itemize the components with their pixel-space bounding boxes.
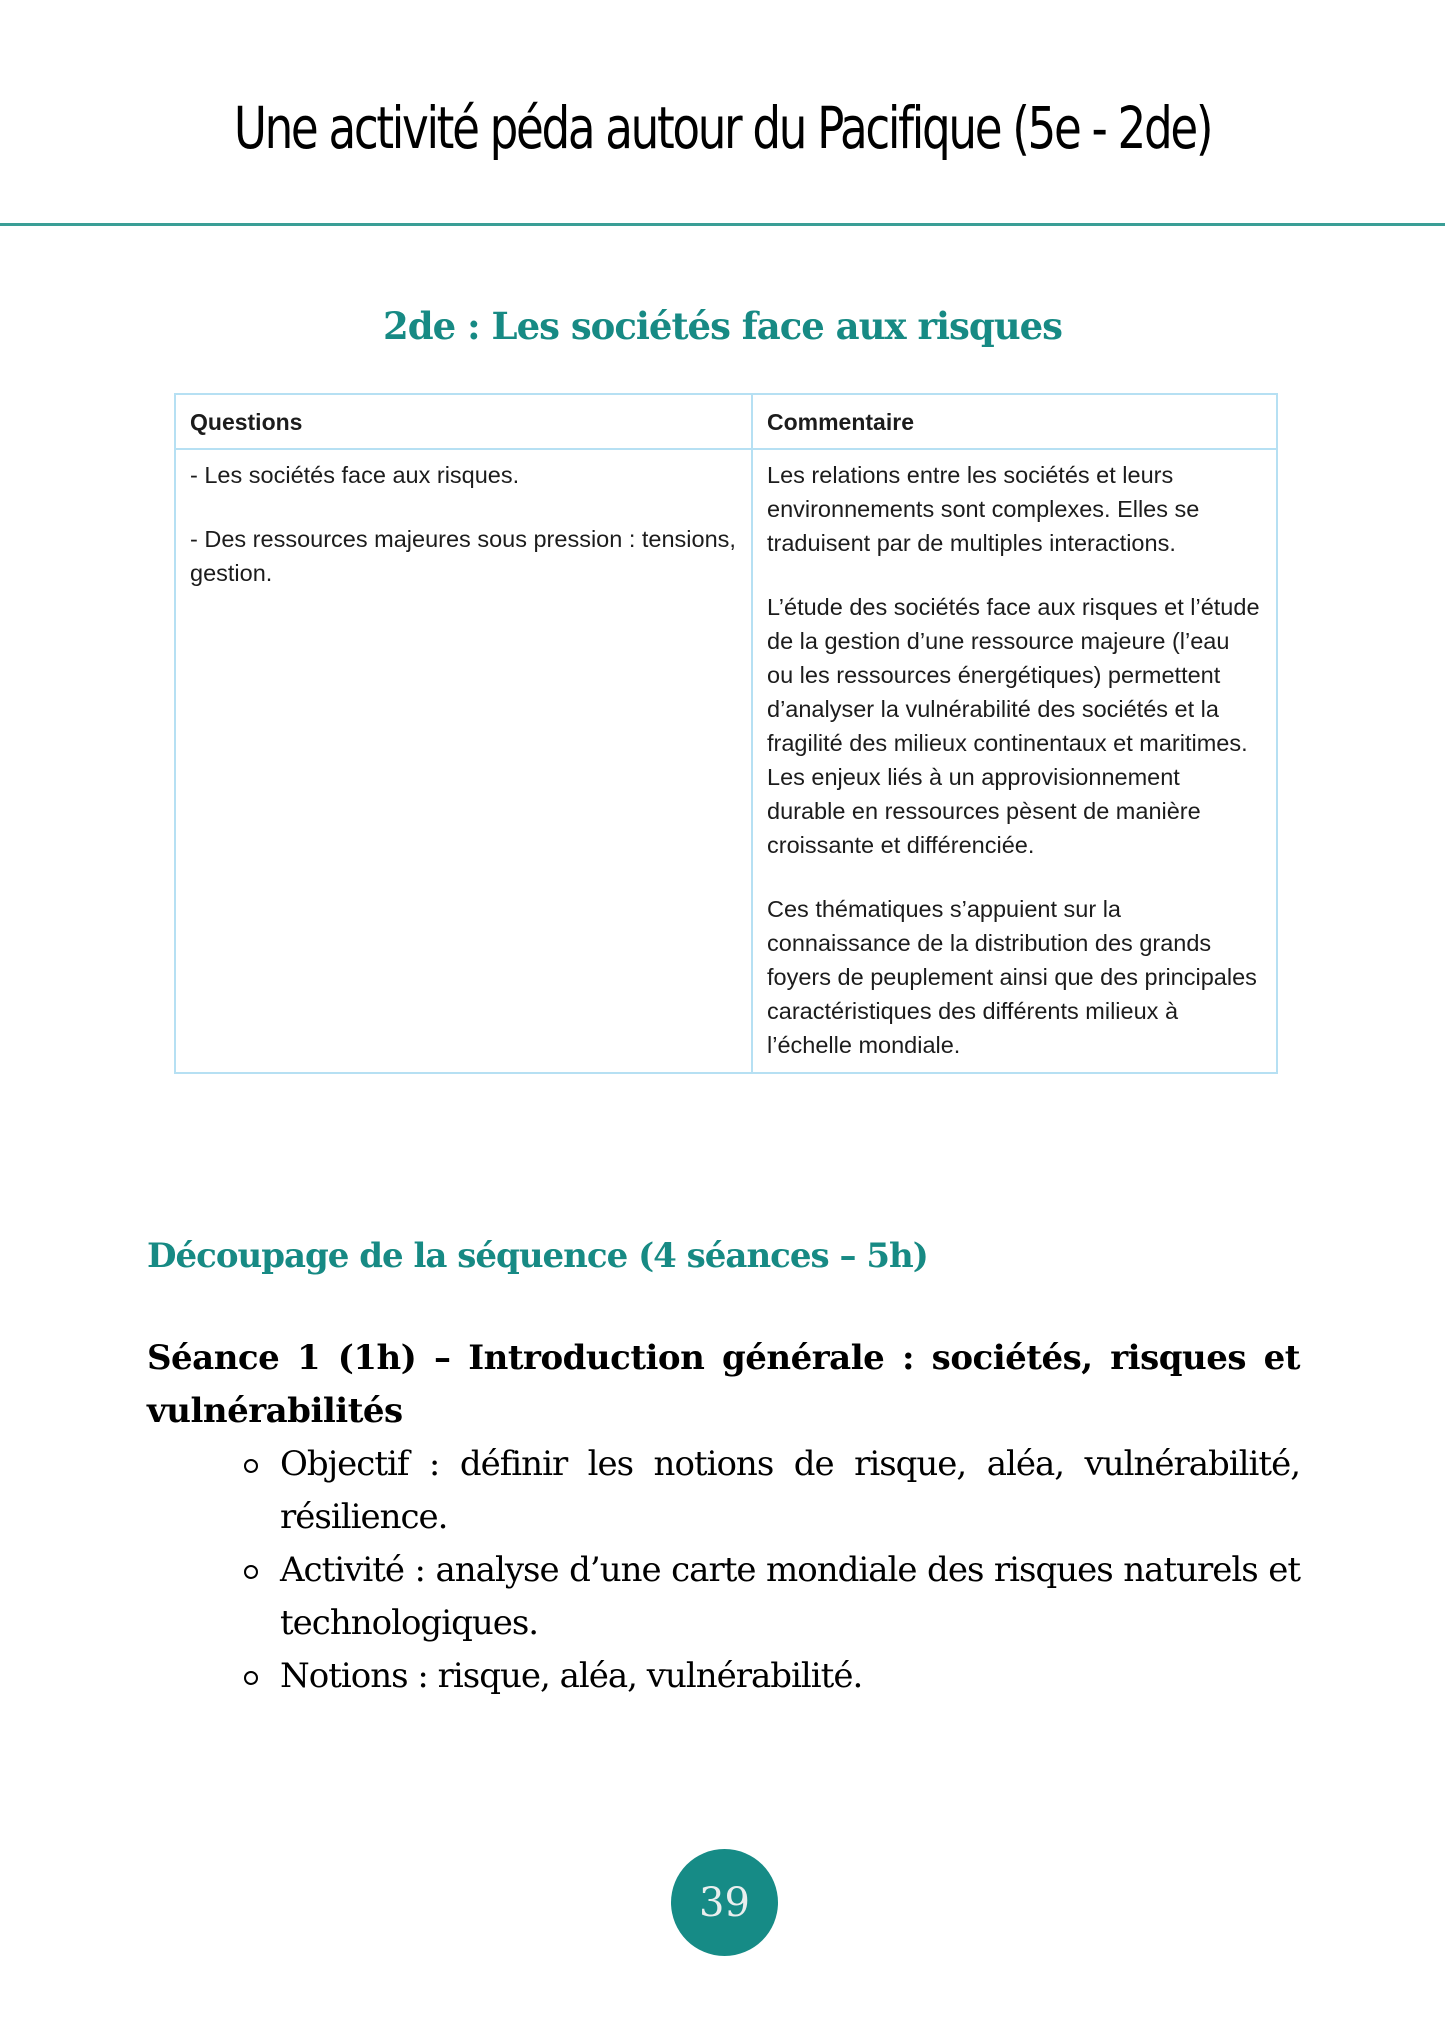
column-header-commentaire: Commentaire — [752, 394, 1277, 449]
commentaire-paragraph: Ces thématiques s’appuient sur la connaissance de la distribution des grands foyers de peuplement ainsi que des principales caractéristiques des différents milieux à l’échelle mondiale. — [767, 896, 1257, 1058]
list-item — [280, 1544, 1300, 1650]
hollow-bullet-icon — [244, 1671, 258, 1685]
commentaire-paragraph: Les relations entre les sociétés et leurs environnements sont complexes. Elles se traduisent par de multiples interactions. — [767, 462, 1200, 556]
list-item-text: Notions : risque, aléa, vulnérabilité. — [280, 1656, 863, 1696]
commentaire-cell — [752, 449, 1277, 1073]
column-header-questions: Questions — [175, 394, 752, 449]
table-header-row — [175, 394, 1277, 449]
list-item-text: Objectif : définir les notions de risque, aléa, vulnérabilité, résilience. — [280, 1444, 1300, 1537]
seance-block — [147, 1332, 1300, 1703]
section-title: 2de : Les sociétés face aux risques — [382, 304, 1062, 348]
list-item — [280, 1650, 1300, 1703]
list-item-text: Activité : analyse d’une carte mondiale des risques naturels et technologiques. — [280, 1550, 1300, 1643]
document-title: Une activité péda autour du Pacifique (5e - 2de) — [233, 94, 1212, 162]
list-item — [280, 1438, 1300, 1544]
seance-list — [147, 1438, 1300, 1703]
seance-title: Séance 1 (1h) – Introduction générale : sociétés, risques et vulnérabilités — [147, 1338, 1300, 1431]
question-item: - Des ressources majeures sous pression : tensions, gestion. — [190, 526, 736, 586]
sequence-title: Découpage de la séquence (4 séances – 5h) — [147, 1236, 928, 1276]
program-table — [174, 393, 1278, 1074]
page-number-badge — [671, 1849, 778, 1956]
hollow-bullet-icon — [244, 1459, 258, 1473]
hollow-bullet-icon — [244, 1565, 258, 1579]
commentaire-paragraph: L’étude des sociétés face aux risques et l’étude de la gestion d’une ressource majeure (l’eau ou les ressources énergétiques) permettent d’analyser la vulnérabilité des sociétés et la fragilité des milieux continentaux et maritimes. Les enjeux liés à un approvisionnement durable en ressources pèsent de manière croissante et différenciée. — [767, 594, 1260, 858]
table-row — [175, 449, 1277, 1073]
page-number: 39 — [699, 1879, 750, 1926]
header-divider — [0, 223, 1445, 226]
questions-cell — [175, 449, 752, 1073]
question-item: - Les sociétés face aux risques. — [190, 462, 520, 488]
